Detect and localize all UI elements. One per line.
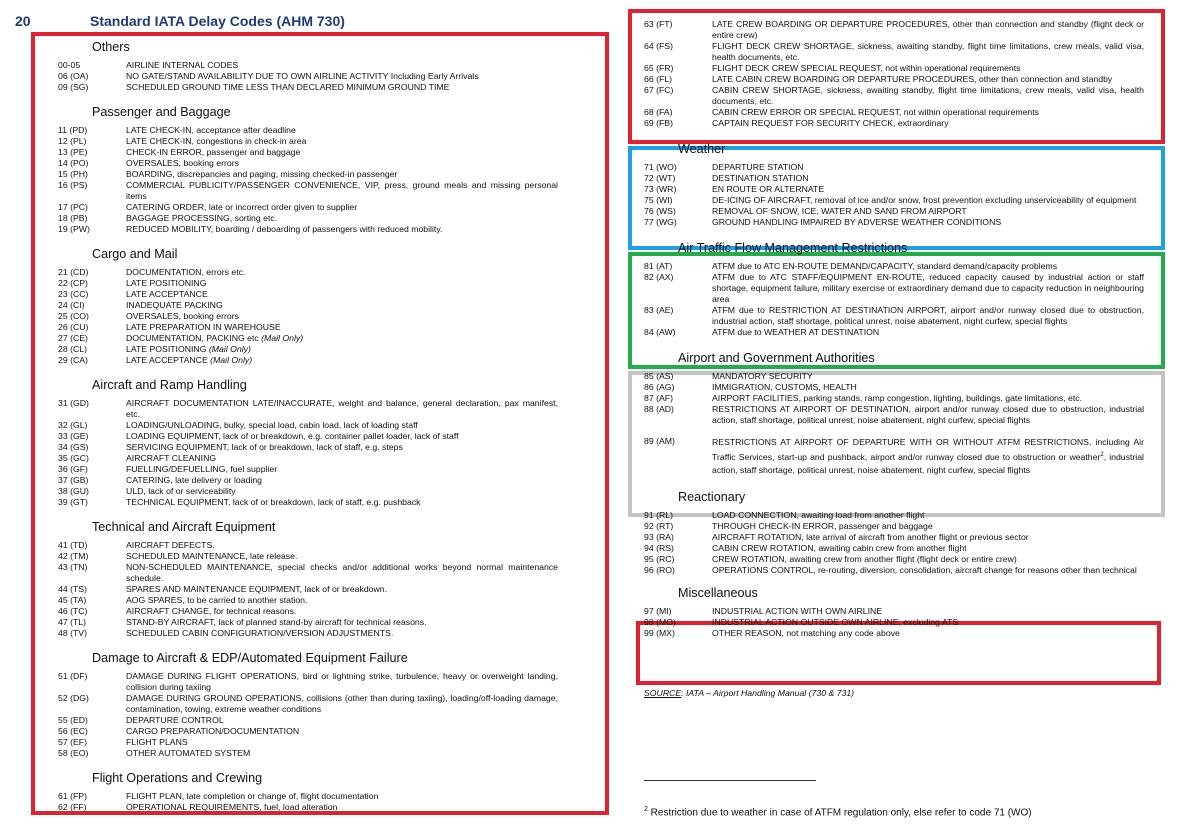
code-row (58, 497, 558, 508)
code: 06 (OA) (58, 71, 89, 81)
description: TECHNICAL EQUIPMENT, lack of or breakdown, lack of staff, e.g. pushback (126, 497, 421, 507)
code: 17 (PC) (58, 202, 88, 212)
description: CREW ROTATION, awaiting crew from another flight (flight deck or entire crew) (712, 553, 1017, 564)
description: OPERATIONS CONTROL, re-routing, diversion, consolidation, aircraft change for reasons other than technical (712, 564, 1137, 575)
description: CABIN CREW SHORTAGE, sickness, awaiting standby, flight time limitations, crew meals, valid visa, health documents, etc. (712, 85, 1144, 106)
note: (Mail Only) (210, 355, 253, 365)
description: DESTINATION STATION (712, 173, 809, 183)
description: FLIGHT DECK CREW SHORTAGE, sickness, awaiting standby, flight time limitations, crew meals, valid visa, health documents, etc. (712, 41, 1144, 62)
section-rows (58, 791, 558, 813)
description: LATE PREPARATION IN WAREHOUSE (126, 322, 281, 332)
code-row (644, 532, 1144, 543)
description: ATFM due to ATC STAFF/EQUIPMENT EN-ROUTE, reduced capacity caused by industrial action or staff shortage, equipment failure, military exercise or extraordinary demand due to capacity reduction in neighbouring area (712, 272, 1144, 304)
description: STAND-BY AIRCRAFT, lack of planned stand-by aircraft for technical reasons. (126, 617, 427, 627)
code-row (644, 195, 1144, 206)
description: OVERSALES, booking errors (126, 158, 239, 168)
code: 46 (TC) (58, 606, 88, 616)
code: 37 (GB) (58, 475, 89, 485)
description: CABIN CREW ROTATION, awaiting cabin crew from another flight (712, 542, 967, 553)
description: BAGGAGE PROCESSING, sorting etc. (126, 213, 278, 223)
code-row (644, 74, 1144, 85)
code: 84 (AW) (644, 327, 676, 337)
description: INDUSTRIAL ACTION OUTSIDE OWN AIRLINE, excluding ATS (712, 616, 959, 627)
description: CATERING, late delivery or loading (126, 475, 262, 485)
code-row (58, 595, 558, 606)
description: FLIGHT PLAN, late completion or change of, flight documentation (126, 791, 379, 801)
section-rows (58, 540, 558, 639)
code-row (58, 213, 558, 224)
description: SERVICING EQUIPMENT, lack of or breakdown, lack of staff, e.g. steps (126, 442, 403, 452)
code: 44 (TS) (58, 584, 87, 594)
description: FLIGHT PLANS (126, 737, 188, 747)
code-row (58, 715, 558, 726)
code: 35 (GC) (58, 453, 89, 463)
section-title: Passenger and Baggage (92, 105, 231, 119)
code-row (644, 19, 1144, 41)
code-row (58, 355, 558, 366)
code: 55 (ED) (58, 715, 88, 725)
code: 31 (GD) (58, 398, 89, 408)
code-row (58, 311, 558, 322)
code-row-89 (644, 436, 1144, 477)
code-row (58, 486, 558, 497)
description: ATFM due to WEATHER AT DESTINATION (712, 327, 880, 337)
section-title: Technical and Aircraft Equipment (92, 520, 276, 534)
code: 41 (TD) (58, 540, 88, 550)
description: DAMAGE DURING FLIGHT OPERATIONS, bird or lightning strike, turbulence, heavy or overweight landing, collision during taxiing (126, 671, 558, 692)
code-row (58, 278, 558, 289)
right-column (644, 19, 1144, 639)
code-row (58, 540, 558, 551)
description: AIRPORT FACILITIES, parking stands, ramp congestion, lighting, buildings, gate limitations, etc. (712, 393, 1083, 403)
code: 87 (AF) (644, 393, 673, 403)
code: 56 (EC) (58, 726, 88, 736)
description: DEPARTURE CONTROL (126, 715, 224, 725)
code: 61 (FP) (58, 791, 87, 801)
code: 00-05 (58, 60, 81, 70)
section-rows (58, 398, 558, 508)
code: 16 (PS) (58, 180, 88, 190)
code: 19 (PW) (58, 224, 90, 234)
description: LOADING EQUIPMENT, lack of or breakdown, e.g. container pallet loader, lack of staff (126, 431, 459, 441)
section-rows (58, 60, 558, 93)
code: 65 (FR) (644, 63, 674, 73)
code-row (58, 791, 558, 802)
code-row (58, 71, 558, 82)
code: 15 (PH) (58, 169, 88, 179)
code-row (58, 584, 558, 595)
section-title-misc: Miscellaneous (678, 585, 758, 600)
code: 73 (WR) (644, 184, 677, 194)
code: 67 (FC) (644, 85, 674, 95)
code-row (644, 510, 1144, 521)
description: ATFM due to ATC EN-ROUTE DEMAND/CAPACITY, standard demand/capacity problems (712, 261, 1058, 271)
description: RESTRICTIONS AT AIRPORT OF DESTINATION, airport and/or runway closed due to obstruction, industrial action, staff shortage, political unrest, noise abatement, night curfew, special flights (712, 404, 1144, 425)
description: ATFM due to RESTRICTION AT DESTINATION AIRPORT, airport and/or runway closed due to obstruction, industrial action, staff shortage, political unrest, noise abatement, night curfew, special flights (712, 305, 1144, 326)
description: LATE POSITIONING (Mail Only) (126, 344, 251, 354)
description: AIRCRAFT CHANGE, for technical reasons. (126, 606, 297, 616)
description: CABIN CREW ERROR OR SPECIAL REQUEST, not within operational requirements (712, 107, 1040, 117)
section-title: Cargo and Mail (92, 247, 178, 261)
code-row (58, 289, 558, 300)
crew-rows (644, 19, 1144, 129)
section-title-weather: Weather (678, 142, 726, 156)
section-title-reactionary: Reactionary (678, 489, 746, 504)
description: FUELLING/DEFUELLING, fuel supplier (126, 464, 278, 474)
code: 92 (RT) (644, 520, 674, 531)
code-row (644, 554, 1144, 565)
code: 51 (DF) (58, 671, 88, 681)
airport-rows (644, 371, 1144, 426)
description: THROUGH CHECK-IN ERROR, passenger and baggage (712, 520, 933, 531)
code: 99 (MX) (644, 627, 675, 638)
code: 98 (MO) (644, 616, 676, 627)
atfm-rows (644, 261, 1144, 338)
code-row (644, 162, 1144, 173)
code: 36 (GF) (58, 464, 88, 474)
code: 45 (TA) (58, 595, 87, 605)
code: 57 (EF) (58, 737, 87, 747)
description: DOCUMENTATION, errors etc. (126, 267, 246, 277)
footnote-rule (644, 780, 816, 781)
code: 14 (PO) (58, 158, 89, 168)
code: 33 (GE) (58, 431, 89, 441)
code-row (58, 420, 558, 431)
code: 34 (GS) (58, 442, 89, 452)
code-row (644, 305, 1144, 327)
code-row (644, 371, 1144, 382)
code: 89 (AM) (644, 436, 675, 446)
code-row (644, 41, 1144, 63)
note: (Mail Only) (208, 344, 251, 354)
section-title: Damage to Aircraft & EDP/Automated Equipment Failure (92, 651, 408, 665)
code: 22 (CP) (58, 278, 88, 288)
code-row (644, 382, 1144, 393)
reactionary-rows (644, 510, 1144, 576)
code: 43 (TN) (58, 562, 88, 572)
code-row (644, 184, 1144, 195)
code-row (644, 393, 1144, 404)
code: 72 (WT) (644, 173, 676, 183)
misc-rows (644, 606, 1144, 639)
code: 13 (PE) (58, 147, 88, 157)
code-row (644, 63, 1144, 74)
code-row (58, 267, 558, 278)
code-row (58, 169, 558, 180)
code-row (644, 85, 1144, 107)
description: LATE ACCEPTANCE (126, 289, 208, 299)
code: 42 (TM) (58, 551, 89, 561)
code: 71 (WO) (644, 162, 677, 172)
description: AIRCRAFT CLEANING (126, 453, 217, 463)
code-row (58, 628, 558, 639)
description: OVERSALES, booking errors (126, 311, 239, 321)
code-row (58, 464, 558, 475)
description: DEPARTURE STATION (712, 162, 804, 172)
description: AOG SPARES, to be carried to another station. (126, 595, 308, 605)
code: 63 (FT) (644, 19, 673, 29)
code: 64 (FS) (644, 41, 673, 51)
section-rows (58, 671, 558, 759)
description: BOARDING, discrepancies and paging, missing checked-in passenger (126, 169, 398, 179)
code-row (58, 344, 558, 355)
source-note: SOURCE: IATA – Airport Handling Manual (730 & 731) (644, 688, 855, 698)
description: REDUCED MOBILITY, boarding / deboarding of passengers with reduced mobility. (126, 224, 443, 234)
description: CHECK-IN ERROR, passenger and baggage (126, 147, 301, 157)
section-rows (58, 125, 558, 235)
section-title-atfm: Air Traffic Flow Management Restrictions (678, 241, 908, 255)
code: 91 (RL) (644, 509, 673, 520)
code: 52 (DG) (58, 693, 89, 703)
description: LATE CHECK-IN, acceptance after deadline (126, 125, 296, 135)
description: LATE ACCEPTANCE (Mail Only) (126, 355, 253, 365)
code-row (58, 726, 558, 737)
weather-rows (644, 162, 1144, 228)
code: 68 (FA) (644, 107, 673, 117)
description: RESTRICTIONS AT AIRPORT OF DEPARTURE WITH OR WITHOUT ATFM RESTRICTIONS, including Air Traffic Services, start-up and pushback, airport and/or runway closed due to obstruction or weather$^2$, industrial action, staff shortage, political unrest, noise abatement, night curfew, special flights (712, 437, 1144, 475)
code-row (58, 224, 558, 235)
description: ULD, lack of or serviceability (126, 486, 236, 496)
description: SCHEDULED CABIN CONFIGURATION/VERSION ADJUSTMENTS. (126, 628, 394, 638)
code: 77 (WG) (644, 217, 677, 227)
code: 97 (MI) (644, 605, 672, 616)
section-title: Flight Operations and Crewing (92, 771, 263, 785)
code-row (644, 118, 1144, 129)
code: 09 (SG) (58, 82, 89, 92)
code: 66 (FL) (644, 74, 673, 84)
code: 58 (EO) (58, 748, 89, 758)
description: AIRCRAFT ROTATION, late arrival of aircraft from another flight or previous sector (712, 531, 1029, 542)
code-row (644, 173, 1144, 184)
code: 26 (CU) (58, 322, 89, 332)
code: 11 (PD) (58, 125, 88, 135)
description: NO GATE/STAND AVAILABILITY DUE TO OWN AIRLINE ACTIVITY Including Early Arrivals (126, 71, 479, 81)
code: 96 (RO) (644, 564, 675, 575)
code-row (58, 202, 558, 213)
code: 85 (AS) (644, 371, 674, 381)
footnote: $^2$ Restriction due to weather in case of ATFM regulation only, else refer to code 71 (WO) (644, 806, 1032, 819)
description: LATE CREW BOARDING OR DEPARTURE PROCEDURES, other than connection and standby (flight deck or entire crew) (712, 19, 1144, 40)
code: 75 (WI) (644, 195, 673, 205)
code: 39 (GT) (58, 497, 88, 507)
code: 29 (CA) (58, 355, 88, 365)
description: LOADING/UNLOADING, bulky, special load, cabin load, lack of loading staff (126, 420, 418, 430)
code: 25 (CO) (58, 311, 89, 321)
code-row (58, 431, 558, 442)
description: LATE CABIN CREW BOARDING OR DEPARTURE PROCEDURES, other than connection and standby (712, 74, 1113, 84)
code-row (58, 606, 558, 617)
code: 47 (TL) (58, 617, 87, 627)
code-row (58, 737, 558, 748)
description: SCHEDULED MAINTENANCE, late release. (126, 551, 298, 561)
code-row (644, 543, 1144, 554)
code-row (58, 562, 558, 584)
section-title-airport: Airport and Government Authorities (678, 351, 875, 365)
code: 28 (CL) (58, 344, 87, 354)
code-row (58, 158, 558, 169)
code: 81 (AT) (644, 261, 673, 271)
section-title: Others (92, 40, 130, 54)
section-rows (58, 267, 558, 366)
description: INDUSTRIAL ACTION WITH OWN AIRLINE (712, 605, 883, 616)
description: SPARES AND MAINTENANCE EQUIPMENT, lack of or breakdown. (126, 584, 388, 594)
code-row (644, 206, 1144, 217)
description: DAMAGE DURING GROUND OPERATIONS, collisions (other than during taxiing), loading/off-loading damage, contamination, towing, extreme weather conditions (126, 693, 558, 714)
description: DE-ICING OF AIRCRAFT, removal of ice and/or snow, frost prevention excluding unserviceability of equipment (712, 195, 1137, 205)
description: INADEQUATE PACKING (126, 300, 223, 310)
description: CAPTAIN REQUEST FOR SECURITY CHECK, extraordinary (712, 118, 949, 128)
code: 18 (PB) (58, 213, 88, 223)
description: GROUND HANDLING IMPAIRED BY ADVERSE WEATHER CONDITIONS (712, 217, 1002, 227)
code: 76 (WS) (644, 206, 676, 216)
description: CARGO PREPARATION/DOCUMENTATION (126, 726, 300, 736)
code-row (644, 606, 1144, 617)
description: CATERING ORDER, late or incorrect order given to supplier (126, 202, 358, 212)
description: AIRCRAFT DOCUMENTATION LATE/INACCURATE, weight and balance, general declaration, pax manifest, etc. (126, 398, 558, 419)
code-row (58, 60, 558, 71)
code-row (644, 628, 1144, 639)
code-row (644, 327, 1144, 338)
code: 95 (RC) (644, 553, 675, 564)
code: 21 (CD) (58, 267, 89, 277)
page-title: Standard IATA Delay Codes (AHM 730) (90, 13, 345, 29)
code-row (644, 261, 1144, 272)
note: (Mail Only) (261, 333, 304, 343)
code-row (58, 748, 558, 759)
code: 88 (AD) (644, 404, 674, 414)
description: FLIGHT DECK CREW SPECIAL REQUEST, not within operational requirements (712, 63, 1021, 73)
code-row (58, 333, 558, 344)
code-row (58, 300, 558, 311)
code-row (58, 180, 558, 202)
code-row (644, 565, 1144, 576)
page-number: 20 (15, 13, 31, 29)
code-row (58, 453, 558, 464)
code: 48 (TV) (58, 628, 87, 638)
code-row (58, 617, 558, 628)
code-row (644, 217, 1144, 228)
description: AIRLINE INTERNAL CODES (126, 60, 239, 70)
code: 24 (CI) (58, 300, 85, 310)
description: EN ROUTE OR ALTERNATE (712, 184, 825, 194)
left-column (58, 40, 558, 813)
code: 69 (FB) (644, 118, 673, 128)
code-row (58, 475, 558, 486)
code-row (58, 551, 558, 562)
code-row (58, 147, 558, 158)
code-row (644, 521, 1144, 532)
description: NON-SCHEDULED MAINTENANCE, special checks and/or additional works beyond normal maintenance schedule. (126, 562, 558, 583)
code-row (58, 136, 558, 147)
description: DOCUMENTATION, PACKING etc (Mail Only) (126, 333, 304, 343)
code: 23 (CC) (58, 289, 89, 299)
code-row (58, 671, 558, 693)
description: LATE CHECK-IN, congestions in check-in area (126, 136, 307, 146)
code: 94 (RS) (644, 542, 674, 553)
code-row (58, 398, 558, 420)
code-row (644, 617, 1144, 628)
description: LATE POSITIONING (126, 278, 207, 288)
code-row (58, 125, 558, 136)
code-row (58, 802, 558, 813)
code: 82 (AX) (644, 272, 674, 282)
description: COMMERCIAL PUBLICITY/PASSENGER CONVENIENCE, VIP, press, ground meals and missing personal items (126, 180, 558, 201)
code: 38 (GU) (58, 486, 89, 496)
code: 83 (AE) (644, 305, 674, 315)
code-row (644, 107, 1144, 118)
code: 27 (CE) (58, 333, 88, 343)
description: IMMIGRATION, CUSTOMS, HEALTH (712, 382, 857, 392)
description: OTHER REASON, not matching any code above (712, 627, 900, 638)
code: 86 (AG) (644, 382, 675, 392)
code: 93 (RA) (644, 531, 674, 542)
code-row (58, 82, 558, 93)
code-row (58, 322, 558, 333)
code: 62 (FF) (58, 802, 87, 812)
section-title: Aircraft and Ramp Handling (92, 378, 247, 392)
description: MANDATORY SECURITY (712, 371, 813, 381)
description: OTHER AUTOMATED SYSTEM (126, 748, 251, 758)
code-row (58, 442, 558, 453)
description: LOAD CONNECTION, awaiting load from another flight (712, 509, 925, 520)
description: AIRCRAFT DEFECTS. (126, 540, 215, 550)
code-row (58, 693, 558, 715)
code: 12 (PL) (58, 136, 87, 146)
description: SCHEDULED GROUND TIME LESS THAN DECLARED MINIMUM GROUND TIME (126, 82, 450, 92)
description: REMOVAL OF SNOW, ICE, WATER AND SAND FROM AIRPORT (712, 206, 967, 216)
code-row (644, 272, 1144, 305)
description: OPERATIONAL REQUIREMENTS, fuel, load alteration (126, 802, 338, 812)
code-row (644, 404, 1144, 426)
code: 32 (GL) (58, 420, 88, 430)
